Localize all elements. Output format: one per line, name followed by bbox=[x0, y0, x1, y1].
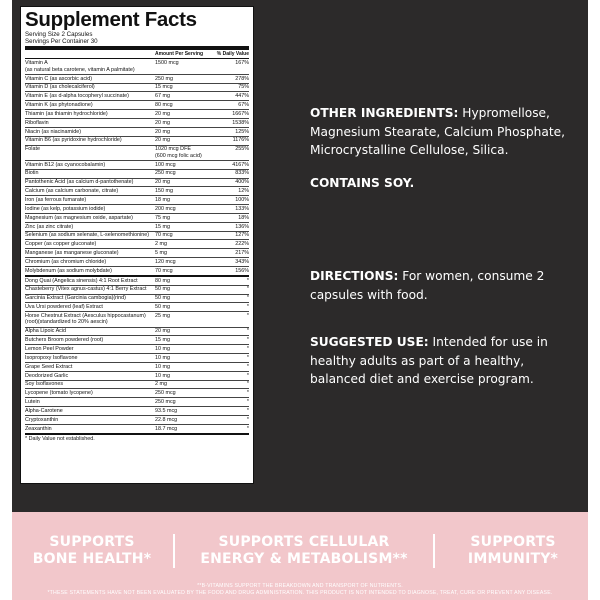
nutrient-amount: 10 mg bbox=[155, 354, 170, 361]
nutrient-name: Cryptoxanthin bbox=[25, 416, 59, 423]
facts-row bbox=[25, 214, 249, 223]
benefit-immunity bbox=[446, 534, 580, 568]
nutrient-amount: 10 mg bbox=[155, 372, 170, 379]
servings-per-container: Servings Per Container 30 bbox=[25, 38, 98, 46]
nutrient-dv: * bbox=[246, 425, 249, 432]
nutrient-name: Vitamin B6 (as pyridoxine hydrochloride) bbox=[25, 137, 122, 144]
nutrient-dv: * bbox=[246, 304, 249, 311]
nutrient-amount: 75 mg bbox=[155, 214, 170, 221]
nutrient-name: Horse Chestnut Extract (Aesculus hippocastanum) (root)(standardized to 20% aescin) bbox=[25, 312, 146, 326]
nutrient-dv: * bbox=[246, 286, 249, 293]
directions bbox=[310, 267, 580, 304]
nutrient-dv: 133% bbox=[235, 205, 249, 212]
nutrient-dv: 217% bbox=[235, 250, 249, 257]
nutrient-dv: 222% bbox=[235, 241, 249, 248]
facts-row bbox=[25, 161, 249, 170]
nutrient-dv: 167% bbox=[235, 60, 249, 67]
nutrient-amount: 20 mg bbox=[155, 110, 170, 117]
nutrient-amount: 150 mg bbox=[155, 188, 173, 195]
nutrient-amount: 18.7 mcg bbox=[155, 425, 178, 432]
facts-row bbox=[25, 196, 249, 205]
facts-row bbox=[25, 258, 249, 267]
nutrient-dv: * bbox=[246, 312, 249, 319]
nutrient-dv: * bbox=[246, 345, 249, 352]
nutrient-amount: 80 mg bbox=[155, 277, 170, 284]
nutrient-name: Niacin (as niacinamide) bbox=[25, 128, 82, 135]
nutrient-amount: 70 mcg bbox=[155, 267, 173, 274]
nutrient-amount: 250 mcg bbox=[155, 390, 176, 397]
facts-row bbox=[25, 205, 249, 214]
facts-title: Supplement Facts bbox=[25, 8, 197, 31]
facts-row bbox=[25, 119, 249, 128]
facts-row bbox=[25, 128, 249, 137]
facts-row bbox=[25, 170, 249, 179]
facts-row bbox=[25, 407, 249, 416]
nutrient-name: Manganese (as manganese gluconate) bbox=[25, 250, 119, 257]
nutrient-amount: 15 mg bbox=[155, 337, 170, 344]
facts-row bbox=[25, 345, 249, 354]
nutrient-name: Zeaxanthin bbox=[25, 425, 52, 432]
nutrient-name: Iron (as ferrous fumarate) bbox=[25, 196, 87, 203]
facts-row bbox=[25, 84, 249, 93]
nutrient-dv: 1176% bbox=[232, 137, 249, 144]
other-ingredients-label: OTHER INGREDIENTS: bbox=[310, 106, 459, 120]
nutrient-dv: 75% bbox=[238, 84, 249, 91]
directions-text: For women, consume 2 capsules with food. bbox=[310, 269, 545, 302]
nutrient-amount: 1020 mcg DFE (600 mcg folic acid) bbox=[155, 146, 202, 159]
nutrient-name: Thiamin (as thiamin hydrochloride) bbox=[25, 110, 108, 117]
nutrient-name: Calcium (as calcium carbonate, citrate) bbox=[25, 188, 119, 195]
benefit-energy-metabolism bbox=[186, 534, 422, 568]
nutrient-name: Vitamin A (as natural beta carotene, vitamin A palmitate) bbox=[25, 60, 135, 73]
nutrient-amount: 80 mcg bbox=[155, 102, 173, 109]
nutrient-name: Lycopene (tomato lycopene) bbox=[25, 390, 93, 397]
nutrient-name: Vitamin B12 (as cyanocobalamin) bbox=[25, 161, 106, 168]
benefit-bone-health bbox=[18, 534, 166, 568]
facts-row bbox=[25, 110, 249, 119]
nutrient-amount: 250 mcg bbox=[155, 170, 176, 177]
facts-row bbox=[25, 75, 249, 84]
nutrient-amount: 250 mg bbox=[155, 75, 173, 82]
nutrient-name: Chromium (as chromium chloride) bbox=[25, 258, 107, 265]
nutrient-amount: 10 mg bbox=[155, 363, 170, 370]
nutrient-amount: 100 mcg bbox=[155, 161, 176, 168]
nutrient-name: Butchers Broom powdered (root) bbox=[25, 337, 104, 344]
suggested-use-text: Intended for use in healthy adults as part of a healthy, balanced diet and exercise program. bbox=[310, 335, 548, 386]
nutrient-dv: 833% bbox=[235, 170, 249, 177]
nutrient-amount: 1500 mcg bbox=[155, 60, 179, 67]
nutrient-name: Magnesium (as magnesium oxide, aspartate) bbox=[25, 214, 133, 221]
nutrient-dv: 18% bbox=[238, 214, 249, 221]
nutrient-amount: 20 mg bbox=[155, 119, 170, 126]
benefit-divider bbox=[173, 534, 175, 568]
benefit-divider bbox=[433, 534, 435, 568]
nutrient-amount: 200 mcg bbox=[155, 205, 176, 212]
facts-row bbox=[25, 223, 249, 232]
facts-row bbox=[25, 381, 249, 390]
supplement-facts-panel bbox=[20, 6, 254, 484]
nutrient-amount: 20 mg bbox=[155, 328, 170, 335]
facts-row bbox=[25, 336, 249, 345]
facts-row bbox=[25, 232, 249, 241]
nutrient-dv: * bbox=[246, 407, 249, 414]
nutrient-name: Alpha Lipoic Acid bbox=[25, 328, 67, 335]
nutrient-dv: 125% bbox=[235, 128, 249, 135]
contains-soy: CONTAINS SOY. bbox=[310, 176, 415, 190]
nutrient-dv: * bbox=[246, 399, 249, 406]
fda-disclaimer: *THESE STATEMENTS HAVE NOT BEEN EVALUATED BY THE FOOD AND DRUG ADMINISTRATION. THIS PRODUCT IS NOT INTENDED TO DIAGNOSE, TREAT, CURE OR PREVENT ANY DISEASE. bbox=[47, 590, 553, 596]
nutrient-dv: 156% bbox=[235, 267, 249, 274]
facts-row bbox=[25, 328, 249, 337]
facts-footnote: * Daily Value not established. bbox=[25, 435, 95, 442]
nutrient-dv: 278% bbox=[235, 75, 249, 82]
other-ingredients-text: Hypromellose, Magnesium Stearate, Calcium Phosphate, Microcrystalline Cellulose, Silica. bbox=[310, 106, 566, 157]
nutrient-name: Alpha-Carotene bbox=[25, 407, 63, 414]
nutrient-name: Uva Ursi powdered (leaf) Extract bbox=[25, 304, 103, 311]
nutrient-dv: 1667% bbox=[232, 110, 249, 117]
facts-row bbox=[25, 425, 249, 435]
thick-rule bbox=[25, 46, 249, 50]
nutrient-amount: 5 mg bbox=[155, 250, 167, 257]
nutrient-amount: 18 mg bbox=[155, 196, 170, 203]
facts-row bbox=[25, 398, 249, 407]
nutrient-name: Grape Seed Extract bbox=[25, 363, 73, 370]
nutrient-amount: 2 mg bbox=[155, 381, 167, 388]
facts-row bbox=[25, 389, 249, 398]
facts-row bbox=[25, 312, 249, 327]
nutrient-dv: * bbox=[246, 277, 249, 284]
nutrient-amount: 50 mg bbox=[155, 286, 170, 293]
nutrient-name: Isopropoxy Isoflavone bbox=[25, 354, 78, 361]
nutrient-dv: 67% bbox=[238, 102, 249, 109]
facts-row bbox=[25, 267, 249, 277]
facts-row bbox=[25, 277, 249, 286]
facts-row bbox=[25, 416, 249, 425]
nutrient-name: Pantothenic Acid (as calcium d-pantothenate) bbox=[25, 179, 134, 186]
nutrient-amount: 67 mg bbox=[155, 93, 170, 100]
nutrient-dv: 343% bbox=[235, 258, 249, 265]
nutrient-dv: 127% bbox=[235, 232, 249, 239]
facts-row bbox=[25, 92, 249, 101]
nutrient-name: Garcinia Extract (Garcinia cambogia)(rind) bbox=[25, 295, 126, 302]
facts-row bbox=[25, 363, 249, 372]
nutrient-amount: 93.5 mcg bbox=[155, 407, 178, 414]
nutrient-name: Selenium (as sodium selenate, L-selenomethionine) bbox=[25, 232, 150, 239]
facts-row bbox=[25, 146, 249, 161]
nutrient-dv: * bbox=[246, 337, 249, 344]
nutrient-dv: 4167% bbox=[232, 161, 249, 168]
nutrient-name: Molybdenum (as sodium molybdate) bbox=[25, 267, 112, 274]
col-dv-header: % Daily Value bbox=[216, 51, 249, 58]
nutrient-name: Soy Isoflavones bbox=[25, 381, 64, 388]
nutrient-dv: * bbox=[246, 381, 249, 388]
facts-row bbox=[25, 240, 249, 249]
nutrient-name: Iodine (as kelp, potassium iodide) bbox=[25, 205, 106, 212]
b-vitamins-footnote: **B-VITAMINS SUPPORT THE BREAKDOWN AND TRANSPORT OF NUTRIENTS. bbox=[197, 583, 403, 589]
nutrient-dv: 255% bbox=[235, 146, 249, 153]
suggested-use-label: SUGGESTED USE: bbox=[310, 335, 429, 349]
benefit-line1: SUPPORTS bbox=[49, 534, 135, 550]
nutrient-amount: 250 mcg bbox=[155, 399, 176, 406]
nutrient-amount: 15 mcg bbox=[155, 84, 173, 91]
facts-row bbox=[25, 354, 249, 363]
benefit-line2: IMMUNITY* bbox=[467, 551, 559, 567]
nutrient-dv: * bbox=[246, 363, 249, 370]
nutrient-name: Lemon Peel Powder bbox=[25, 345, 74, 352]
nutrient-amount: 70 mcg bbox=[155, 232, 173, 239]
nutrient-amount: 15 mg bbox=[155, 223, 170, 230]
nutrient-amount: 50 mg bbox=[155, 295, 170, 302]
nutrient-dv: 100% bbox=[235, 196, 249, 203]
facts-rows bbox=[25, 59, 249, 434]
benefit-line2: ENERGY & METABOLISM** bbox=[200, 551, 408, 567]
nutrient-dv: 136% bbox=[235, 223, 249, 230]
serving-size: Serving Size 2 Capsules bbox=[25, 31, 93, 38]
nutrient-dv: * bbox=[246, 328, 249, 335]
nutrient-name: Vitamin C (as ascorbic acid) bbox=[25, 75, 93, 82]
nutrient-amount: 25 mg bbox=[155, 312, 170, 319]
nutrient-name: Chasteberry (Vitex agnus-castus) 4:1 Berry Extract bbox=[25, 286, 147, 293]
nutrient-amount: 2 mg bbox=[155, 241, 167, 248]
col-amount-header: Amount Per Serving bbox=[155, 51, 204, 58]
facts-row bbox=[25, 179, 249, 188]
directions-label: DIRECTIONS: bbox=[310, 269, 399, 283]
nutrient-amount: 10 mg bbox=[155, 345, 170, 352]
nutrient-dv: * bbox=[246, 390, 249, 397]
nutrient-name: Zinc (as zinc citrate) bbox=[25, 223, 74, 230]
benefit-line2: BONE HEALTH* bbox=[32, 551, 152, 567]
facts-row bbox=[25, 372, 249, 381]
nutrient-name: Deodorized Garlic bbox=[25, 372, 69, 379]
nutrient-name: Vitamin D (as cholecalciferol) bbox=[25, 84, 95, 91]
nutrient-amount: 20 mg bbox=[155, 128, 170, 135]
nutrient-amount: 22.8 mcg bbox=[155, 416, 178, 423]
nutrient-dv: 12% bbox=[238, 188, 249, 195]
nutrient-name: Folate bbox=[25, 146, 40, 153]
nutrient-amount: 20 mg bbox=[155, 179, 170, 186]
facts-row bbox=[25, 101, 249, 110]
nutrient-name: Riboflavin bbox=[25, 119, 49, 126]
facts-header-row bbox=[25, 51, 249, 59]
nutrient-name: Vitamin E (as d-alpha tocopheryl succinate) bbox=[25, 93, 129, 100]
benefit-line1: SUPPORTS CELLULAR bbox=[218, 534, 390, 550]
nutrient-amount: 20 mg bbox=[155, 137, 170, 144]
facts-row bbox=[25, 303, 249, 312]
nutrient-dv: 400% bbox=[235, 179, 249, 186]
other-ingredients bbox=[310, 104, 580, 160]
benefit-line1: SUPPORTS bbox=[470, 534, 556, 550]
facts-row bbox=[25, 286, 249, 295]
nutrient-name: Lutein bbox=[25, 399, 40, 406]
facts-row bbox=[25, 295, 249, 304]
nutrient-dv: * bbox=[246, 295, 249, 302]
nutrient-dv: 447% bbox=[235, 93, 249, 100]
nutrient-name: Copper (as copper gluconate) bbox=[25, 241, 97, 248]
nutrient-amount: 50 mg bbox=[155, 304, 170, 311]
nutrient-dv: * bbox=[246, 372, 249, 379]
facts-row bbox=[25, 59, 249, 74]
nutrient-name: Dong Quai (Angelica sinensis) 4:1 Root Extract bbox=[25, 277, 138, 284]
nutrient-dv: 1538% bbox=[232, 119, 249, 126]
facts-row bbox=[25, 187, 249, 196]
nutrient-name: Biotin bbox=[25, 170, 39, 177]
nutrient-amount: 120 mcg bbox=[155, 258, 176, 265]
facts-row bbox=[25, 137, 249, 146]
nutrient-dv: * bbox=[246, 416, 249, 423]
facts-row bbox=[25, 249, 249, 258]
suggested-use bbox=[310, 333, 580, 389]
nutrient-name: Vitamin K (as phytonadione) bbox=[25, 102, 93, 109]
nutrient-dv: * bbox=[246, 354, 249, 361]
